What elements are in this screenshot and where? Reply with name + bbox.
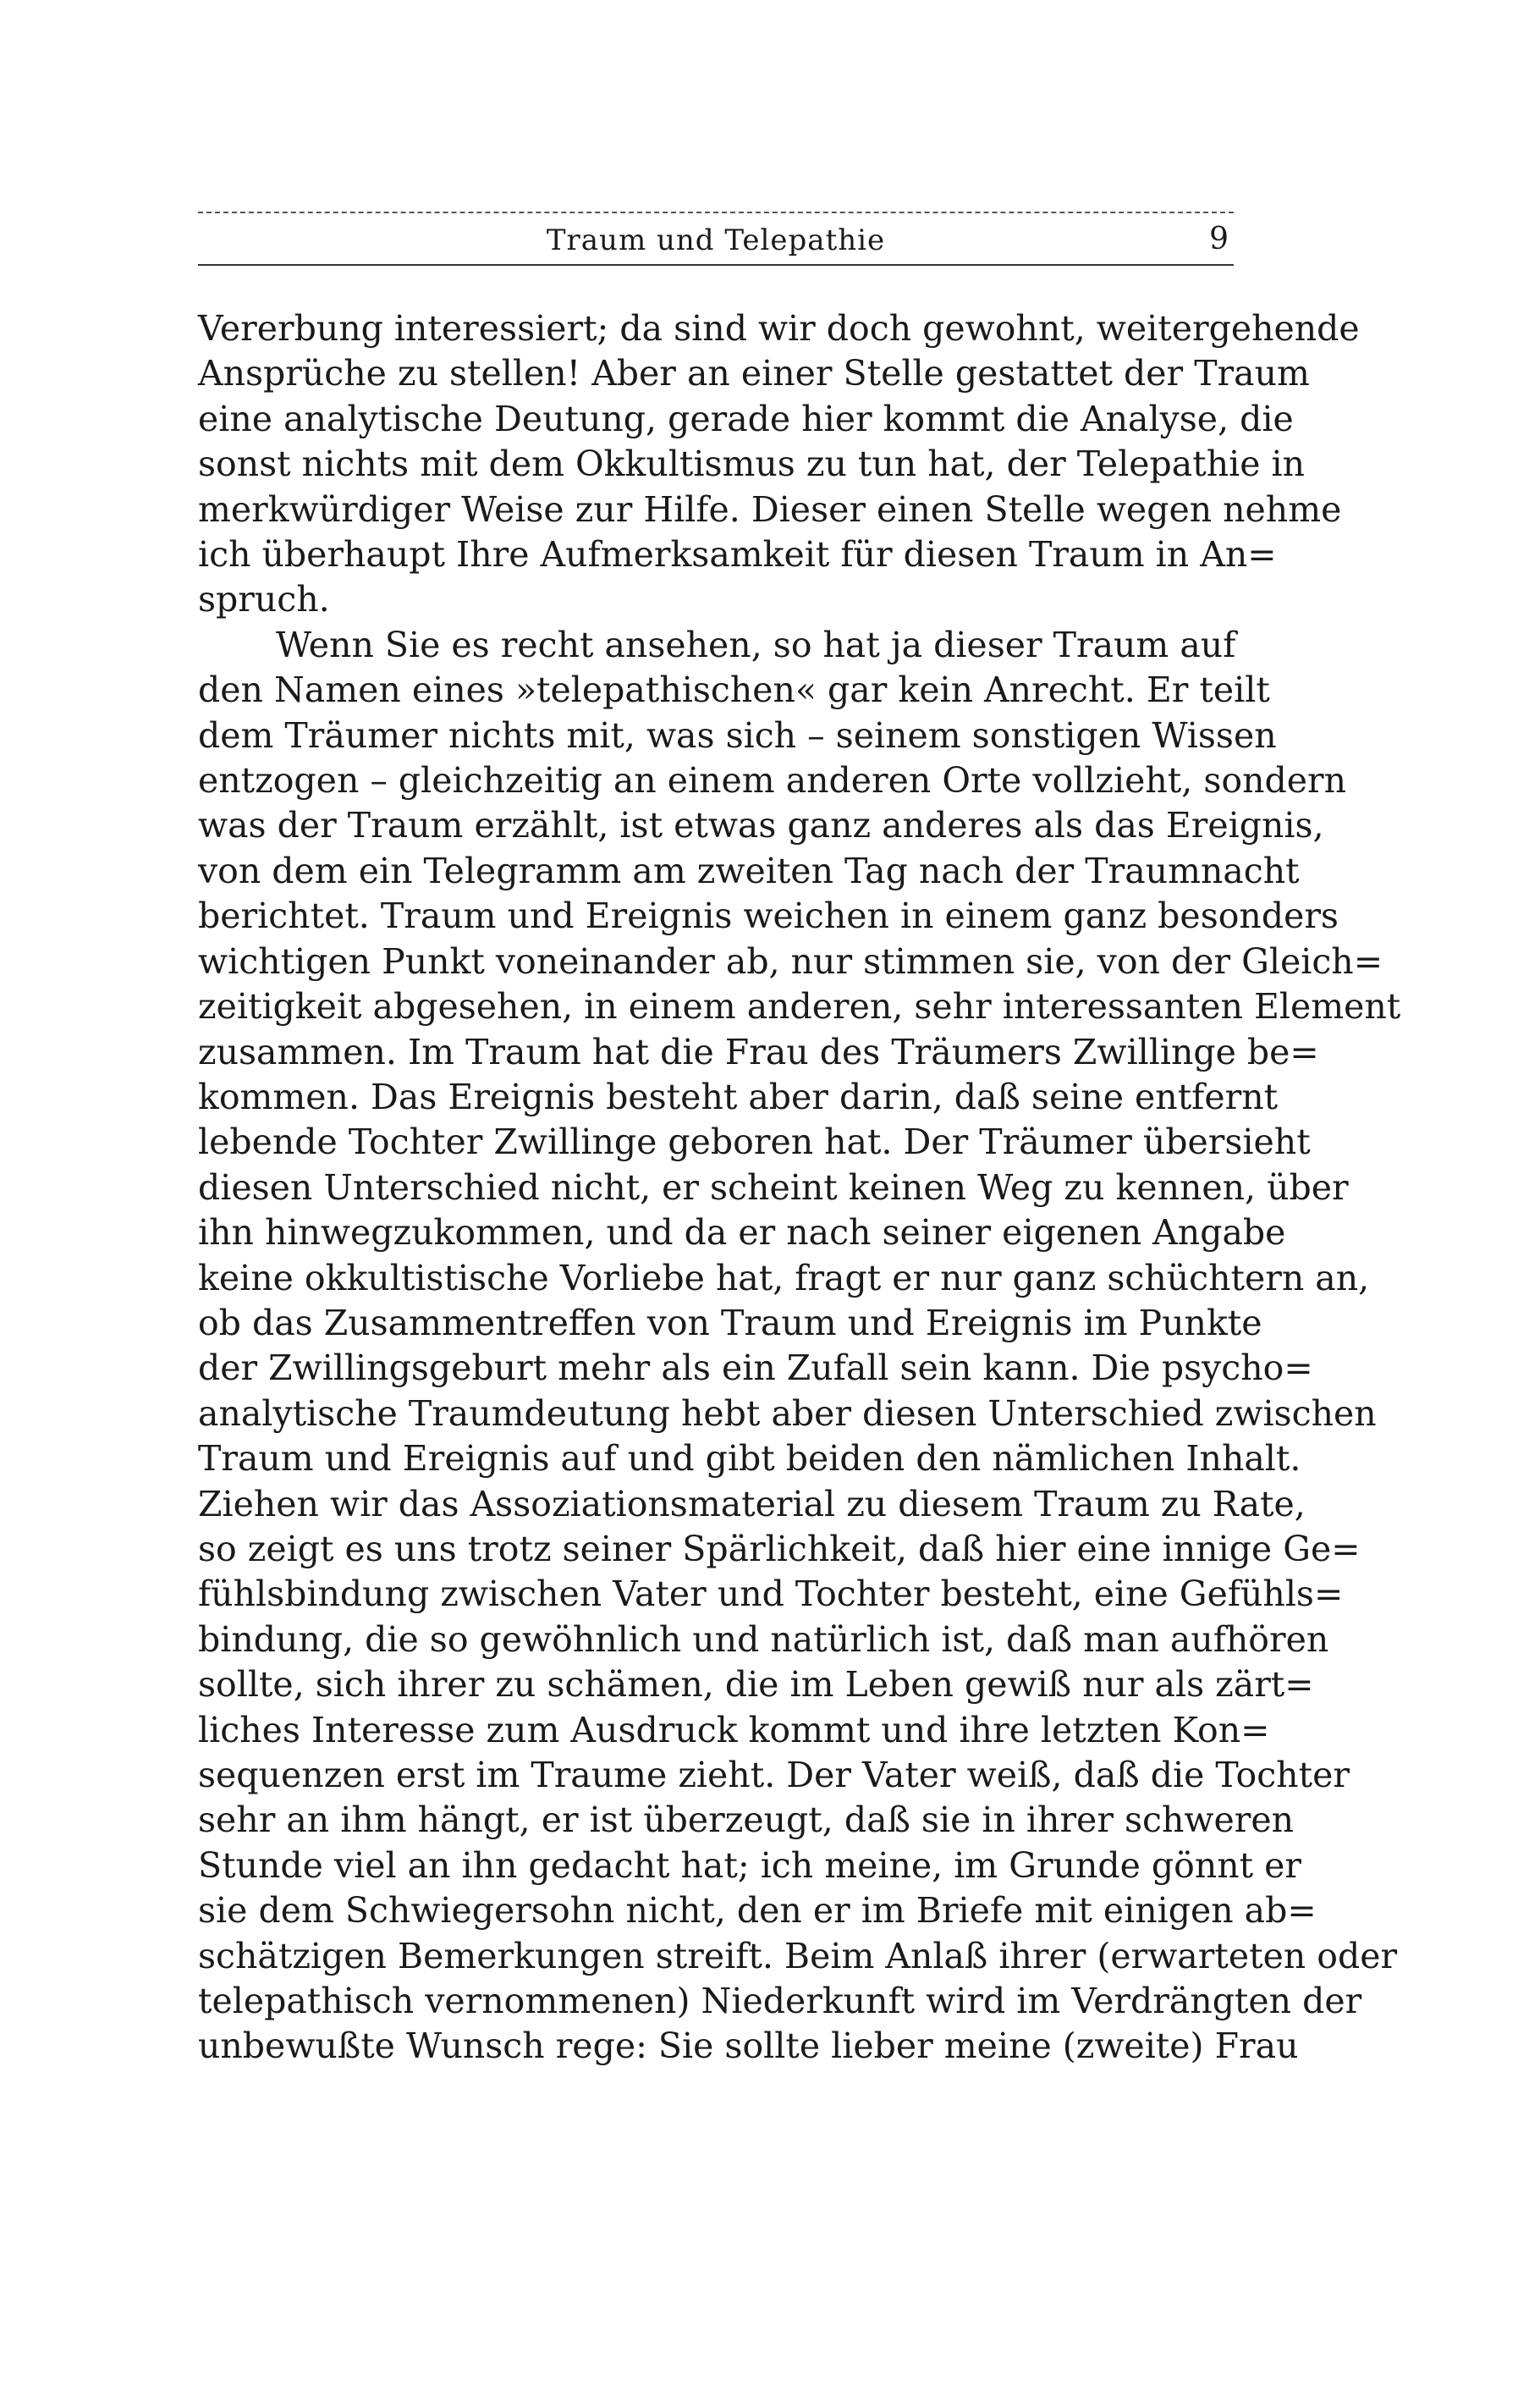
body-text — [198, 306, 1401, 2070]
text-line: zeitigkeit abgesehen, in einem anderen, sehr interessanten Element — [198, 986, 1401, 1028]
text-line: zusammen. Im Traum hat die Frau des Träumers Zwillinge be= — [198, 1031, 1319, 1072]
text-line: keine okkultistische Vorliebe hat, fragt er nur ganz schüchtern an, — [198, 1257, 1370, 1298]
text-line: berichtet. Traum und Ereignis weichen in einem ganz besonders — [198, 896, 1339, 937]
text-line: von dem ein Telegramm am zweiten Tag nach der Traumnacht — [198, 850, 1300, 891]
text-line: dem Träumer nichts mit, was sich – seinem sonstigen Wissen — [198, 714, 1277, 756]
text-line: Ansprüche zu stellen! Aber an einer Stelle gestattet der Traum — [198, 353, 1310, 394]
text-line: eine analytische Deutung, gerade hier kommt die Analyse, die — [198, 398, 1294, 439]
text-line: bindung, die so gewöhnlich und natürlich ist, daß man aufhören — [198, 1618, 1329, 1660]
text-line: entzogen – gleichzeitig an einem anderen Orte vollzieht, sondern — [198, 760, 1346, 802]
text-line: der Zwillingsgeburt mehr als ein Zufall sein kann. Die psycho= — [198, 1348, 1313, 1389]
text-line: ich überhaupt Ihre Aufmerksamkeit für diesen Traum in An= — [198, 534, 1277, 576]
text-line: schätzigen Bemerkungen streift. Beim Anlaß ihrer (erwarteten oder — [198, 1935, 1398, 1976]
text-line: den Namen eines »telepathischen« gar kein Anrecht. Er teilt — [198, 670, 1270, 711]
running-header — [198, 213, 1234, 264]
text-line: Stunde viel an ihn gedacht hat; ich meine, im Grunde gönnt er — [198, 1844, 1302, 1886]
text-line: ihn hinwegzukommen, und da er nach seiner eigenen Angabe — [198, 1212, 1286, 1254]
text-line: sonst nichts mit dem Okkultismus zu tun hat, der Telepathie in — [198, 444, 1306, 485]
text-line: diesen Unterschied nicht, er scheint keinen Weg zu kennen, über — [198, 1166, 1349, 1208]
text-line: was der Traum erzählt, ist etwas ganz anderes als das Ereignis, — [198, 805, 1324, 846]
text-line: sehr an ihm hängt, er ist überzeugt, daß sie in ihrer schweren — [198, 1800, 1294, 1841]
text-line: unbewußte Wunsch rege: Sie sollte lieber meine (zweite) Frau — [198, 2026, 1299, 2067]
text-line: spruch. — [198, 579, 330, 620]
text-line: liches Interesse zum Ausdruck kommt und ihre letzten Kon= — [198, 1709, 1270, 1750]
text-line: sie dem Schwiegersohn nicht, den er im Briefe mit einigen ab= — [198, 1890, 1317, 1932]
text-line: wichtigen Punkt voneinander ab, nur stimmen sie, von der Gleich= — [198, 940, 1383, 982]
text-line: Wenn Sie es recht ansehen, so hat ja dieser Traum auf — [276, 624, 1236, 665]
text-line: merkwürdiger Weise zur Hilfe. Dieser einen Stelle wegen nehme — [198, 488, 1342, 530]
header-bottom-rule — [198, 264, 1234, 266]
book-page — [198, 212, 1401, 2070]
text-line: lebende Tochter Zwillinge geboren hat. Der Träumer übersieht — [198, 1122, 1311, 1163]
text-line: Ziehen wir das Assoziationsmaterial zu diesem Traum zu Rate, — [198, 1483, 1306, 1524]
text-line: Vererbung interessiert; da sind wir doch gewohnt, weitergehende — [198, 308, 1360, 349]
text-line: kommen. Das Ereignis besteht aber darin, daß seine entfernt — [198, 1076, 1279, 1117]
text-line: sollte, sich ihrer zu schämen, die im Leben gewiß nur als zärt= — [198, 1664, 1314, 1706]
page-number: 9 — [1209, 222, 1229, 256]
text-line: ob das Zusammentreffen von Traum und Ereignis im Punkte — [198, 1302, 1262, 1343]
running-title: Traum und Telepathie — [546, 223, 886, 257]
text-line: analytische Traumdeutung hebt aber diesen Unterschied zwischen — [198, 1392, 1377, 1434]
text-line: Traum und Ereignis auf und gibt beiden den nämlichen Inhalt. — [198, 1438, 1301, 1480]
text-line: telepathisch vernommenen) Niederkunft wird im Verdrängten der — [198, 1981, 1362, 2022]
text-line: sequenzen erst im Traume zieht. Der Vater weiß, daß die Tochter — [198, 1755, 1350, 1795]
text-line: so zeigt es uns trotz seiner Spärlichkeit, daß hier eine innige Ge= — [198, 1528, 1361, 1569]
text-line: fühlsbindung zwischen Vater und Tochter besteht, eine Gefühls= — [198, 1574, 1344, 1615]
